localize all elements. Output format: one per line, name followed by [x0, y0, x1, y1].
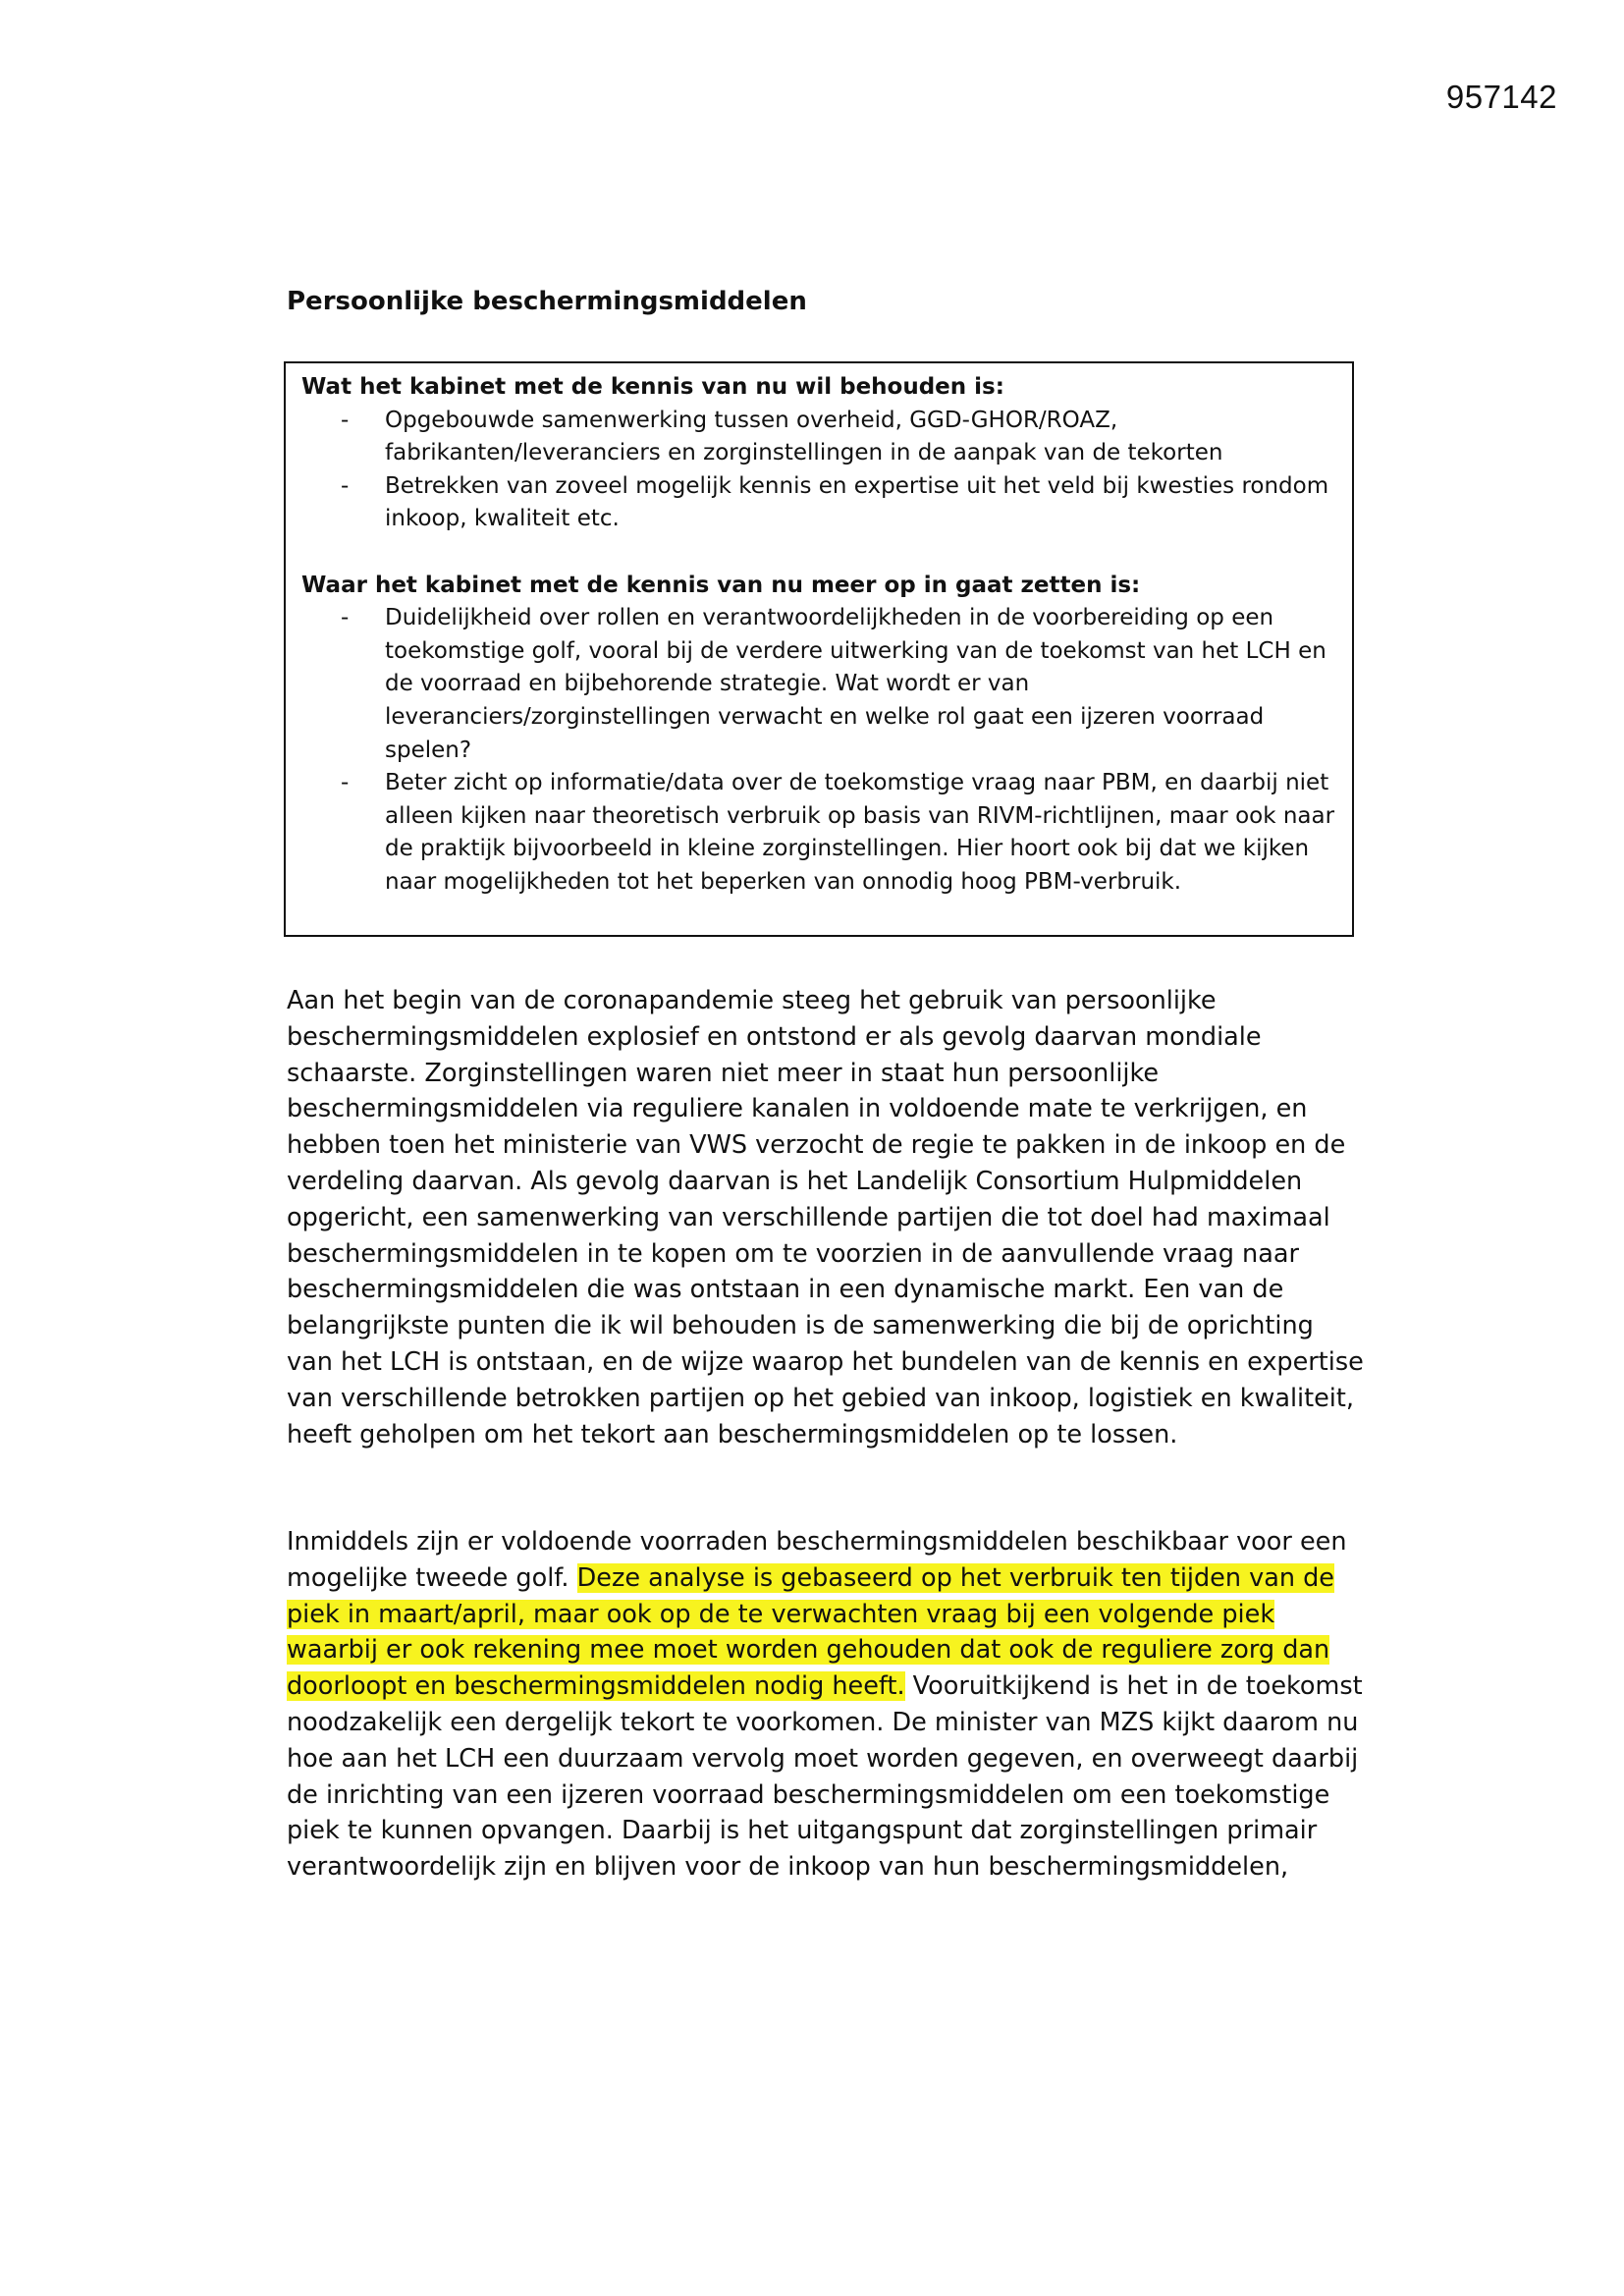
invest-list [301, 602, 1338, 899]
document-number: 957142 [1445, 79, 1557, 115]
body-paragraph-1: Aan het begin van de coronapandemie steeg het gebruik van persoonlijke beschermingsmiddelen explosief en ontstond er als gevolg daarvan mondiale schaarste. Zorginstellingen waren niet meer in staat hun persoonlijke beschermingsmiddelen via reguliere kanalen in voldoende mate te verkrijgen, en hebben toen het ministerie van VWS verzocht de regie te pakken in de inkoop en de verdeling daarvan. Als gevolg daarvan is het Landelijk Consortium Hulpmiddelen opgericht, een samenwerking van verschillende partijen die tot doel had maximaal beschermingsmiddelen in te kopen om te voorzien in de aanvullende vraag naar beschermingsmiddelen die was ontstaan in een dynamische markt. Een van de belangrijkste punten die ik wil behouden is de samenwerking die bij de oprichting van het LCH is ontstaan, en de wijze waarop het bundelen van de kennis en expertise van verschillende betrokken partijen op het gebied van inkoop, logistiek en kwaliteit, heeft geholpen om het tekort aan beschermingsmiddelen op te lossen. [287, 986, 1364, 1449]
keep-heading: Wat het kabinet met de kennis van nu wil behouden is: [301, 374, 1004, 400]
body-paragraph-2 [287, 1524, 1367, 1886]
list-item [301, 405, 1338, 470]
list-item-text: Opgebouwde samenwerking tussen overheid, GGD-GHOR/ROAZ, fabrikanten/leveranciers en zorginstellingen in de aanpak van de tekorten [385, 407, 1223, 466]
dash-bullet: - [341, 472, 350, 499]
dash-bullet: - [341, 605, 350, 631]
list-item-text: Betrekken van zoveel mogelijk kennis en expertise uit het veld bij kwesties rondom inkoop, kwaliteit etc. [385, 472, 1329, 532]
dash-bullet: - [341, 770, 350, 796]
paragraph-2-continuation: Vooruitkijkend is het in de toekomst noodzakelijk een dergelijk tekort te voorkomen. De minister van MZS kijkt daarom nu hoe aan het LCH een duurzaam vervolg moet worden gegeven, en overweegt daarbij de inrichting van een ijzeren voorraad beschermingsmiddelen om een toekomstige piek te kunnen opvangen. Daarbij is het uitgangspunt dat zorginstellingen primair verantwoordelijk zijn en blijven voor de inkoop van hun beschermingsmiddelen, [287, 1671, 1363, 1883]
summary-box [284, 361, 1354, 937]
invest-heading: Waar het kabinet met de kennis van nu meer op in gaat zetten is: [301, 572, 1141, 598]
list-item-text: Duidelijkheid over rollen en verantwoordelijkheden in de voorbereiding op een toekomstige golf, vooral bij de verdere uitwerking van de toekomst van het LCH en de voorraad en bijbehorende strategie. Wat wordt er van leveranciers/zorginstellingen verwacht en welke rol gaat een ijzeren voorraad spelen? [385, 605, 1326, 763]
dash-bullet: - [341, 407, 350, 433]
paragraph-2-intro: Inmiddels zijn er voldoende voorraden beschermingsmiddelen beschikbaar voor een mogelijke tweede golf. [287, 1527, 1347, 1593]
list-item [301, 602, 1338, 767]
highlighted-text: Deze analyse is gebaseerd op het verbruik ten tijden van de piek in maart/april, maar ook op de te verwachten vraag bij een volgende piek waarbij er ook rekening mee moet worden gehouden dat ook de reguliere zorg dan doorloopt en beschermingsmiddelen nodig heeft. [287, 1562, 1334, 1702]
keep-list [301, 405, 1338, 536]
list-item [301, 767, 1338, 899]
section-title: Persoonlijke beschermingsmiddelen [287, 287, 807, 316]
list-item [301, 470, 1338, 536]
list-item-text: Beter zicht op informatie/data over de toekomstige vraag naar PBM, en daarbij niet alleen kijken naar theoretisch verbruik op basis van RIVM-richtlijnen, maar ook naar de praktijk bijvoorbeeld in kleine zorginstellingen. Hier hoort ook bij dat we kijken naar mogelijkheden tot het beperken van onnodig hoog PBM-verbruik. [385, 770, 1335, 895]
